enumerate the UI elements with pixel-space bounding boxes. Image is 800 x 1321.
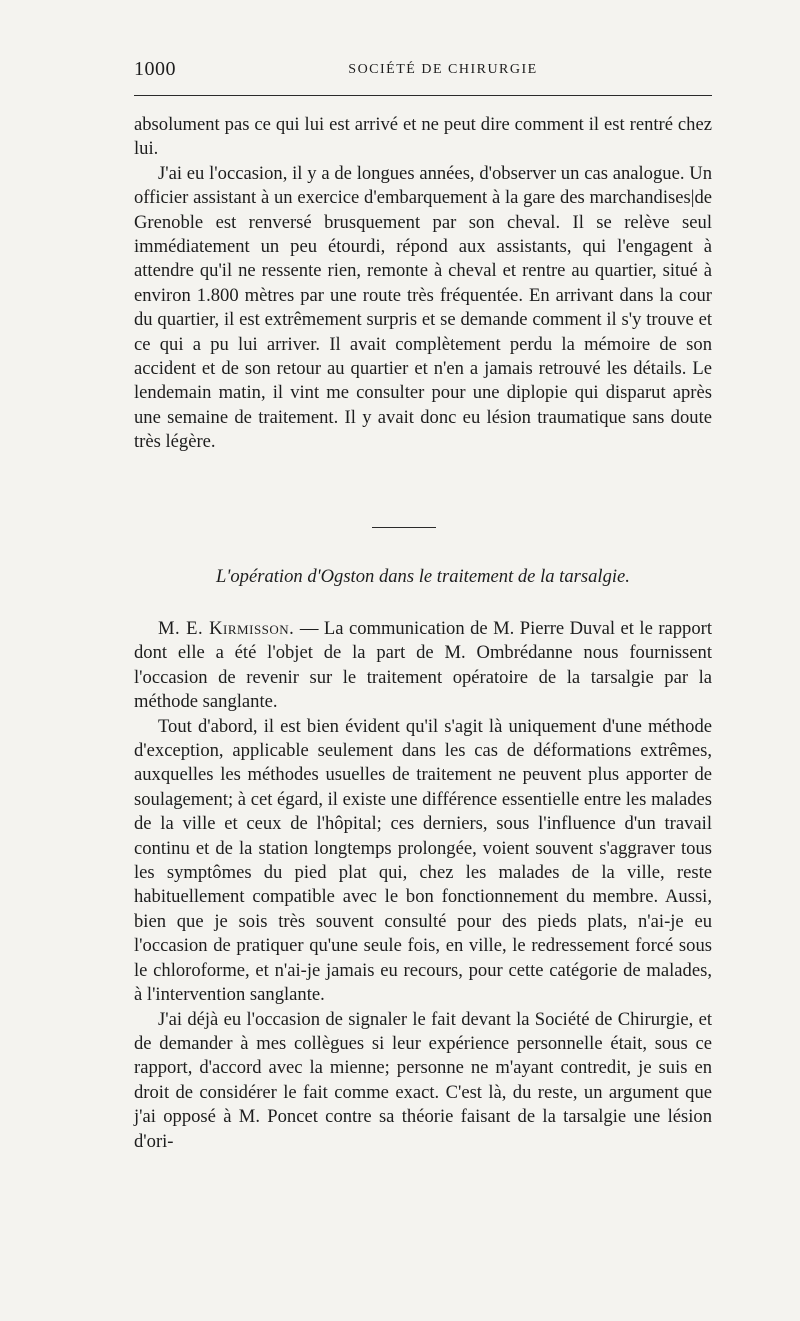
body-text-top — [134, 113, 712, 455]
section-title: L'opération d'Ogston dans le traitement de la tarsalgie. — [216, 566, 630, 587]
paragraph-anecdote: J'ai eu l'occasion, il y a de longues années, d'observer un cas analogue. Un officier assistant à un exercice d'embarquement à la gare des marchandises|de Grenoble est renversé brusquement par son cheval. Il se relève seul immédiatement un peu étourdi, répond aux assistants, qui l'engagent à attendre qu'il ne ressente rien, remonte à cheval et rentre au quartier, situé à environ 1.800 mètres par une route très fréquentée. En arrivant dans la cour du quartier, il est extrêmement surpris et se demande comment il s'y trouve et ce qui a pu lui arriver. Il avait complètement perdu la mémoire de son accident et de son retour au quartier et n'en a jamais retrouvé les détails. Le lendemain matin, il vint me consulter pour une diplopie qui disparut après une semaine de traitement. Il y avait donc eu lésion traumatique sans doute très légère. — [134, 162, 712, 453]
paragraph-continuation: absolument pas ce qui lui est arrivé et ne peut dire comment il est rentré chez lui. — [134, 114, 712, 160]
paragraph-intro-text: — La communication de M. Pierre Duval et le rapport dont elle a été l'objet de la part de M. Ombrédanne nous fournissent l'occasion de revenir sur le traitement opératoire de la tarsalgie par la méthode sanglante. — [134, 618, 713, 713]
speaker-name: M. E. Kirmisson. — [158, 618, 295, 639]
page-header — [134, 58, 712, 86]
page-number: 1000 — [134, 58, 176, 80]
paragraph-body: J'ai déjà eu l'occasion de signaler le fait devant la Société de Chirurgie, et de demander à mes collègues si leur expérience personnelle était, sous ce rapport, d'accord avec la mienne; personne ne m'ayant contredit, je suis en droit de considérer le fait comme exact. C'est là, du reste, un argument que j'ai opposé à M. Poncet contre sa théorie faisant de la tarsalgie une lésion d'ori- — [134, 1008, 712, 1152]
paragraph-intro — [134, 617, 712, 715]
running-title: SOCIÉTÉ DE CHIRURGIE — [348, 62, 538, 77]
section-body — [134, 617, 712, 1154]
section-separator — [372, 527, 436, 528]
header-rule — [134, 95, 712, 96]
paragraph-body: Tout d'abord, il est bien évident qu'il s'agit là uniquement d'une méthode d'exception, applicable seulement dans les cas de déformations extrêmes, auxquelles les méthodes usuelles de traitement ne peuvent plus apporter de soulagement; à cet égard, il existe une différence essentielle entre les malades de la ville et ceux de l'hôpital; ces derniers, sous l'influence d'un travail continu et de la station longtemps prolongée, voient souvent s'aggraver tous les symptômes du pied plat qui, chez les malades de la ville, reste habituellement compatible avec le bon fonctionnement du membre. Aussi, bien que je sois très souvent consulté pour des pieds plats, n'ai-je eu l'occasion de pratiquer qu'une seule fois, en ville, le redressement forcé sous le chloroforme, et n'ai-je jamais eu recours, pour cette catégorie de malades, à l'intervention sanglante. — [134, 715, 712, 1006]
